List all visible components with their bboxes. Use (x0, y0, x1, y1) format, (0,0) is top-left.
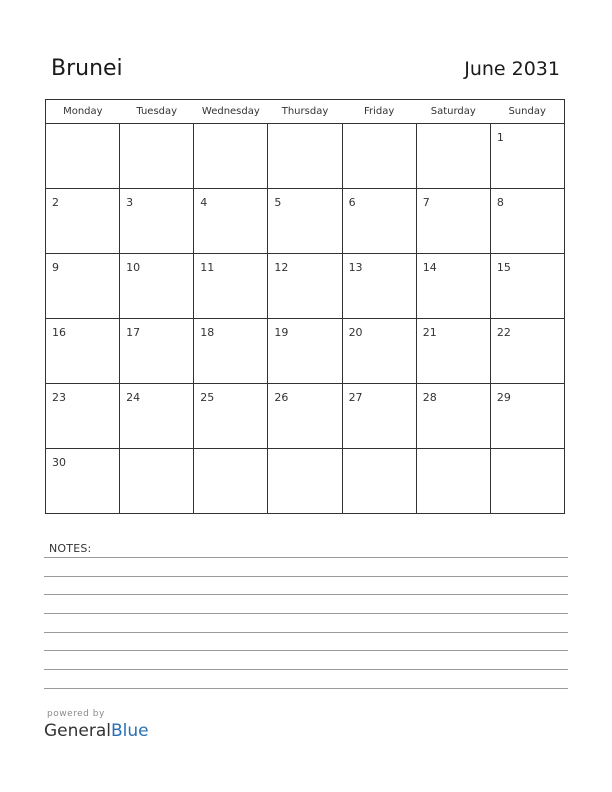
note-line (44, 557, 568, 558)
day-cell (490, 189, 564, 254)
day-cell (46, 254, 120, 319)
day-cell (416, 254, 490, 319)
day-number: 16 (52, 326, 66, 339)
country-title: Brunei (51, 56, 123, 81)
day-number: 22 (496, 326, 511, 339)
day-number: 20 (348, 326, 363, 339)
day-cell (416, 124, 490, 189)
day-cell (342, 319, 416, 384)
day-cell (46, 319, 120, 384)
day-cell (342, 449, 416, 514)
day-number (46, 124, 119, 131)
day-number (268, 449, 341, 456)
day-number: 30 (52, 456, 66, 469)
day-number: 10 (126, 261, 141, 274)
day-number: 1 (496, 131, 504, 144)
day-number: 11 (200, 261, 215, 274)
day-cell (268, 254, 342, 319)
day-cell (342, 189, 416, 254)
day-number (343, 449, 416, 456)
day-number: 14 (422, 261, 437, 274)
day-number: 12 (274, 261, 289, 274)
day-cell (268, 319, 342, 384)
day-cell (46, 189, 120, 254)
month-year-title: June 2031 (464, 58, 560, 80)
weekday-thursday: Thursday (268, 100, 342, 124)
day-number: 2 (52, 196, 59, 209)
week-row (46, 384, 565, 449)
day-number (343, 124, 416, 131)
note-line (44, 688, 568, 689)
day-cell (194, 254, 268, 319)
weekday-monday: Monday (46, 100, 120, 124)
day-number: 5 (274, 196, 282, 209)
day-number: 19 (274, 326, 289, 339)
day-cell (342, 384, 416, 449)
day-number: 15 (496, 261, 511, 274)
day-cell (120, 254, 194, 319)
day-cell (268, 124, 342, 189)
day-number (194, 124, 267, 131)
day-cell (416, 384, 490, 449)
day-number: 3 (126, 196, 134, 209)
day-cell (194, 449, 268, 514)
day-number (417, 124, 490, 131)
day-number: 29 (496, 391, 511, 404)
note-line (44, 650, 568, 651)
day-cell (416, 449, 490, 514)
day-cell (490, 449, 564, 514)
day-cell (490, 124, 564, 189)
day-cell (416, 319, 490, 384)
day-cell (120, 319, 194, 384)
day-cell (268, 189, 342, 254)
day-number (268, 124, 341, 131)
note-line (44, 594, 568, 595)
day-number (120, 449, 193, 456)
weekday-friday: Friday (342, 100, 416, 124)
day-cell (194, 319, 268, 384)
day-number: 17 (126, 326, 141, 339)
day-cell (268, 384, 342, 449)
day-cell (194, 124, 268, 189)
week-row (46, 449, 565, 514)
week-row (46, 124, 565, 189)
day-number: 7 (422, 196, 430, 209)
week-row (46, 189, 565, 254)
day-cell (342, 254, 416, 319)
notes-label: NOTES: (49, 542, 92, 555)
day-number (194, 449, 267, 456)
week-row (46, 254, 565, 319)
day-number: 13 (348, 261, 363, 274)
day-cell (194, 189, 268, 254)
day-number: 26 (274, 391, 289, 404)
weekday-saturday: Saturday (416, 100, 490, 124)
day-cell (46, 124, 120, 189)
day-cell (342, 124, 416, 189)
powered-by-text: powered by (47, 709, 105, 719)
day-cell (490, 254, 564, 319)
day-number: 8 (496, 196, 504, 209)
day-cell (268, 449, 342, 514)
day-number (417, 449, 490, 456)
calendar-grid (45, 99, 565, 514)
day-cell (194, 384, 268, 449)
day-number: 23 (52, 391, 66, 404)
day-number: 6 (348, 196, 356, 209)
note-line (44, 613, 568, 614)
brand-logo (44, 720, 149, 742)
weekday-header-row (46, 100, 565, 124)
day-number: 28 (422, 391, 437, 404)
day-number: 25 (200, 391, 215, 404)
day-cell (490, 319, 564, 384)
day-cell (120, 189, 194, 254)
day-number: 9 (52, 261, 59, 274)
day-cell (120, 384, 194, 449)
weekday-wednesday: Wednesday (194, 100, 268, 124)
day-cell (490, 384, 564, 449)
day-number (120, 124, 193, 131)
day-number: 21 (422, 326, 437, 339)
day-number: 18 (200, 326, 215, 339)
note-line (44, 632, 568, 633)
day-cell (120, 124, 194, 189)
note-line (44, 669, 568, 670)
day-number: 27 (348, 391, 363, 404)
day-number: 4 (200, 196, 208, 209)
day-cell (46, 449, 120, 514)
day-number (491, 449, 564, 456)
day-cell (416, 189, 490, 254)
day-cell (120, 449, 194, 514)
brand-blue: Blue (111, 721, 149, 741)
day-number: 24 (126, 391, 141, 404)
brand-general: General (44, 721, 111, 741)
weekday-sunday: Sunday (490, 100, 564, 124)
weekday-tuesday: Tuesday (120, 100, 194, 124)
note-line (44, 576, 568, 577)
week-row (46, 319, 565, 384)
day-cell (46, 384, 120, 449)
